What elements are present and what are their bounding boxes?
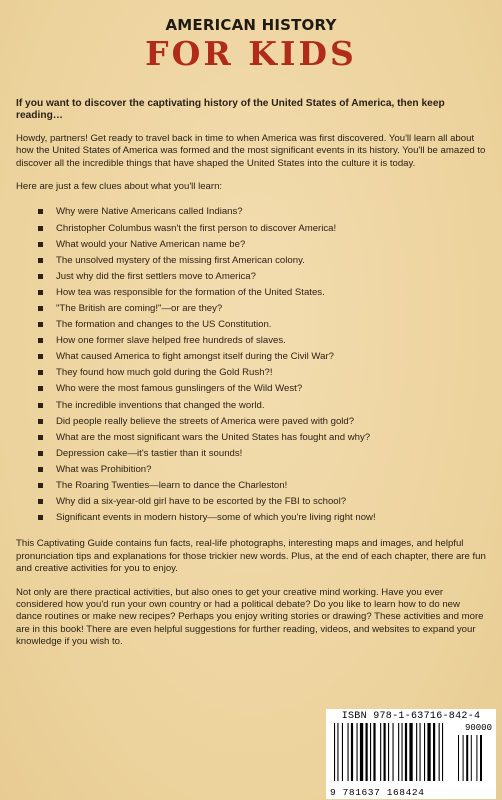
list-item: Depression cake—it's tastier than it sounds! [38,446,486,462]
lead-paragraph: If you want to discover the captivating history of the United States of America, then keep reading… [16,98,445,122]
header [0,16,502,72]
isbn-text: ISBN 978-1-63716-842-4 [341,711,481,722]
list-item: Did people really believe the streets of America were paved with gold? [38,414,486,430]
activities-paragraph: Not only are there practical activities, but also ones to get your creative mind working. Have you ever considered how you'd run your own country or had a political debate? Do you like to learn how to do new dance routines or make new recipes? Perhaps you enjoy writing stories or drawing? These activities and more are in this book! There are even helpful suggestions for further reading, videos, and websites to expand your knowledge if you wish to. [16,586,484,648]
list-item: Just why did the first settlers move to America? [38,269,486,285]
list-item: Why were Native Americans called Indians? [38,204,486,220]
list-item: Why did a six-year-old girl have to be escorted by the FBI to school? [38,494,486,510]
list-item: Who were the most famous gunslingers of the Wild West? [38,381,486,397]
list-item: The Roaring Twenties—learn to dance the Charleston! [38,478,486,494]
guide-paragraph: This Captivating Guide contains fun facts, real-life photographs, interesting maps and images, and helpful pronunciation tips and explanations for those trickier new words. Plus, at the end of each chapter, there are fun and creative activities for you to enjoy. [16,538,486,575]
list-item: What would your Native American name be? [38,237,486,253]
list-item: The formation and changes to the US Constitution. [38,317,486,333]
list-item: How one former slave helped free hundreds of slaves. [38,333,486,349]
price-addon: 90000 [464,723,492,733]
list-item: Significant events in modern history—some of which you're living right now! [38,510,486,526]
isbn-barcode [326,709,496,799]
list-item: They found how much gold during the Gold Rush?! [38,365,486,381]
blurb [16,98,486,660]
list-item: The unsolved mystery of the missing first American colony. [38,253,486,269]
list-item: "The British are coming!"—or are they? [38,301,486,317]
title-top: AMERICAN HISTORY [165,16,337,34]
list-item: What was Prohibition? [38,462,486,478]
intro-paragraph: Howdy, partners! Get ready to travel back in time to when America was first discovered. You'll learn all about how the United States of America was formed and the most significant events in its history. You'll be amazed to discover all the incredible things that have shaped the United States into the culture it is today. [16,132,486,169]
bullet-list [16,204,486,526]
clues-intro: Here are just a few clues about what you'll learn: [16,181,223,193]
list-item: Christopher Columbus wasn't the first person to discover America! [38,221,486,237]
list-item: The incredible inventions that changed the world. [38,398,486,414]
list-item: What are the most significant wars the United States has fought and why? [38,430,486,446]
list-item: How tea was responsible for the formation of the United States. [38,285,486,301]
ean-number: 9 781637 168424 [330,787,425,798]
title-main: FOR KIDS [145,34,357,73]
list-item: What caused America to fight amongst itself during the Civil War? [38,349,486,365]
